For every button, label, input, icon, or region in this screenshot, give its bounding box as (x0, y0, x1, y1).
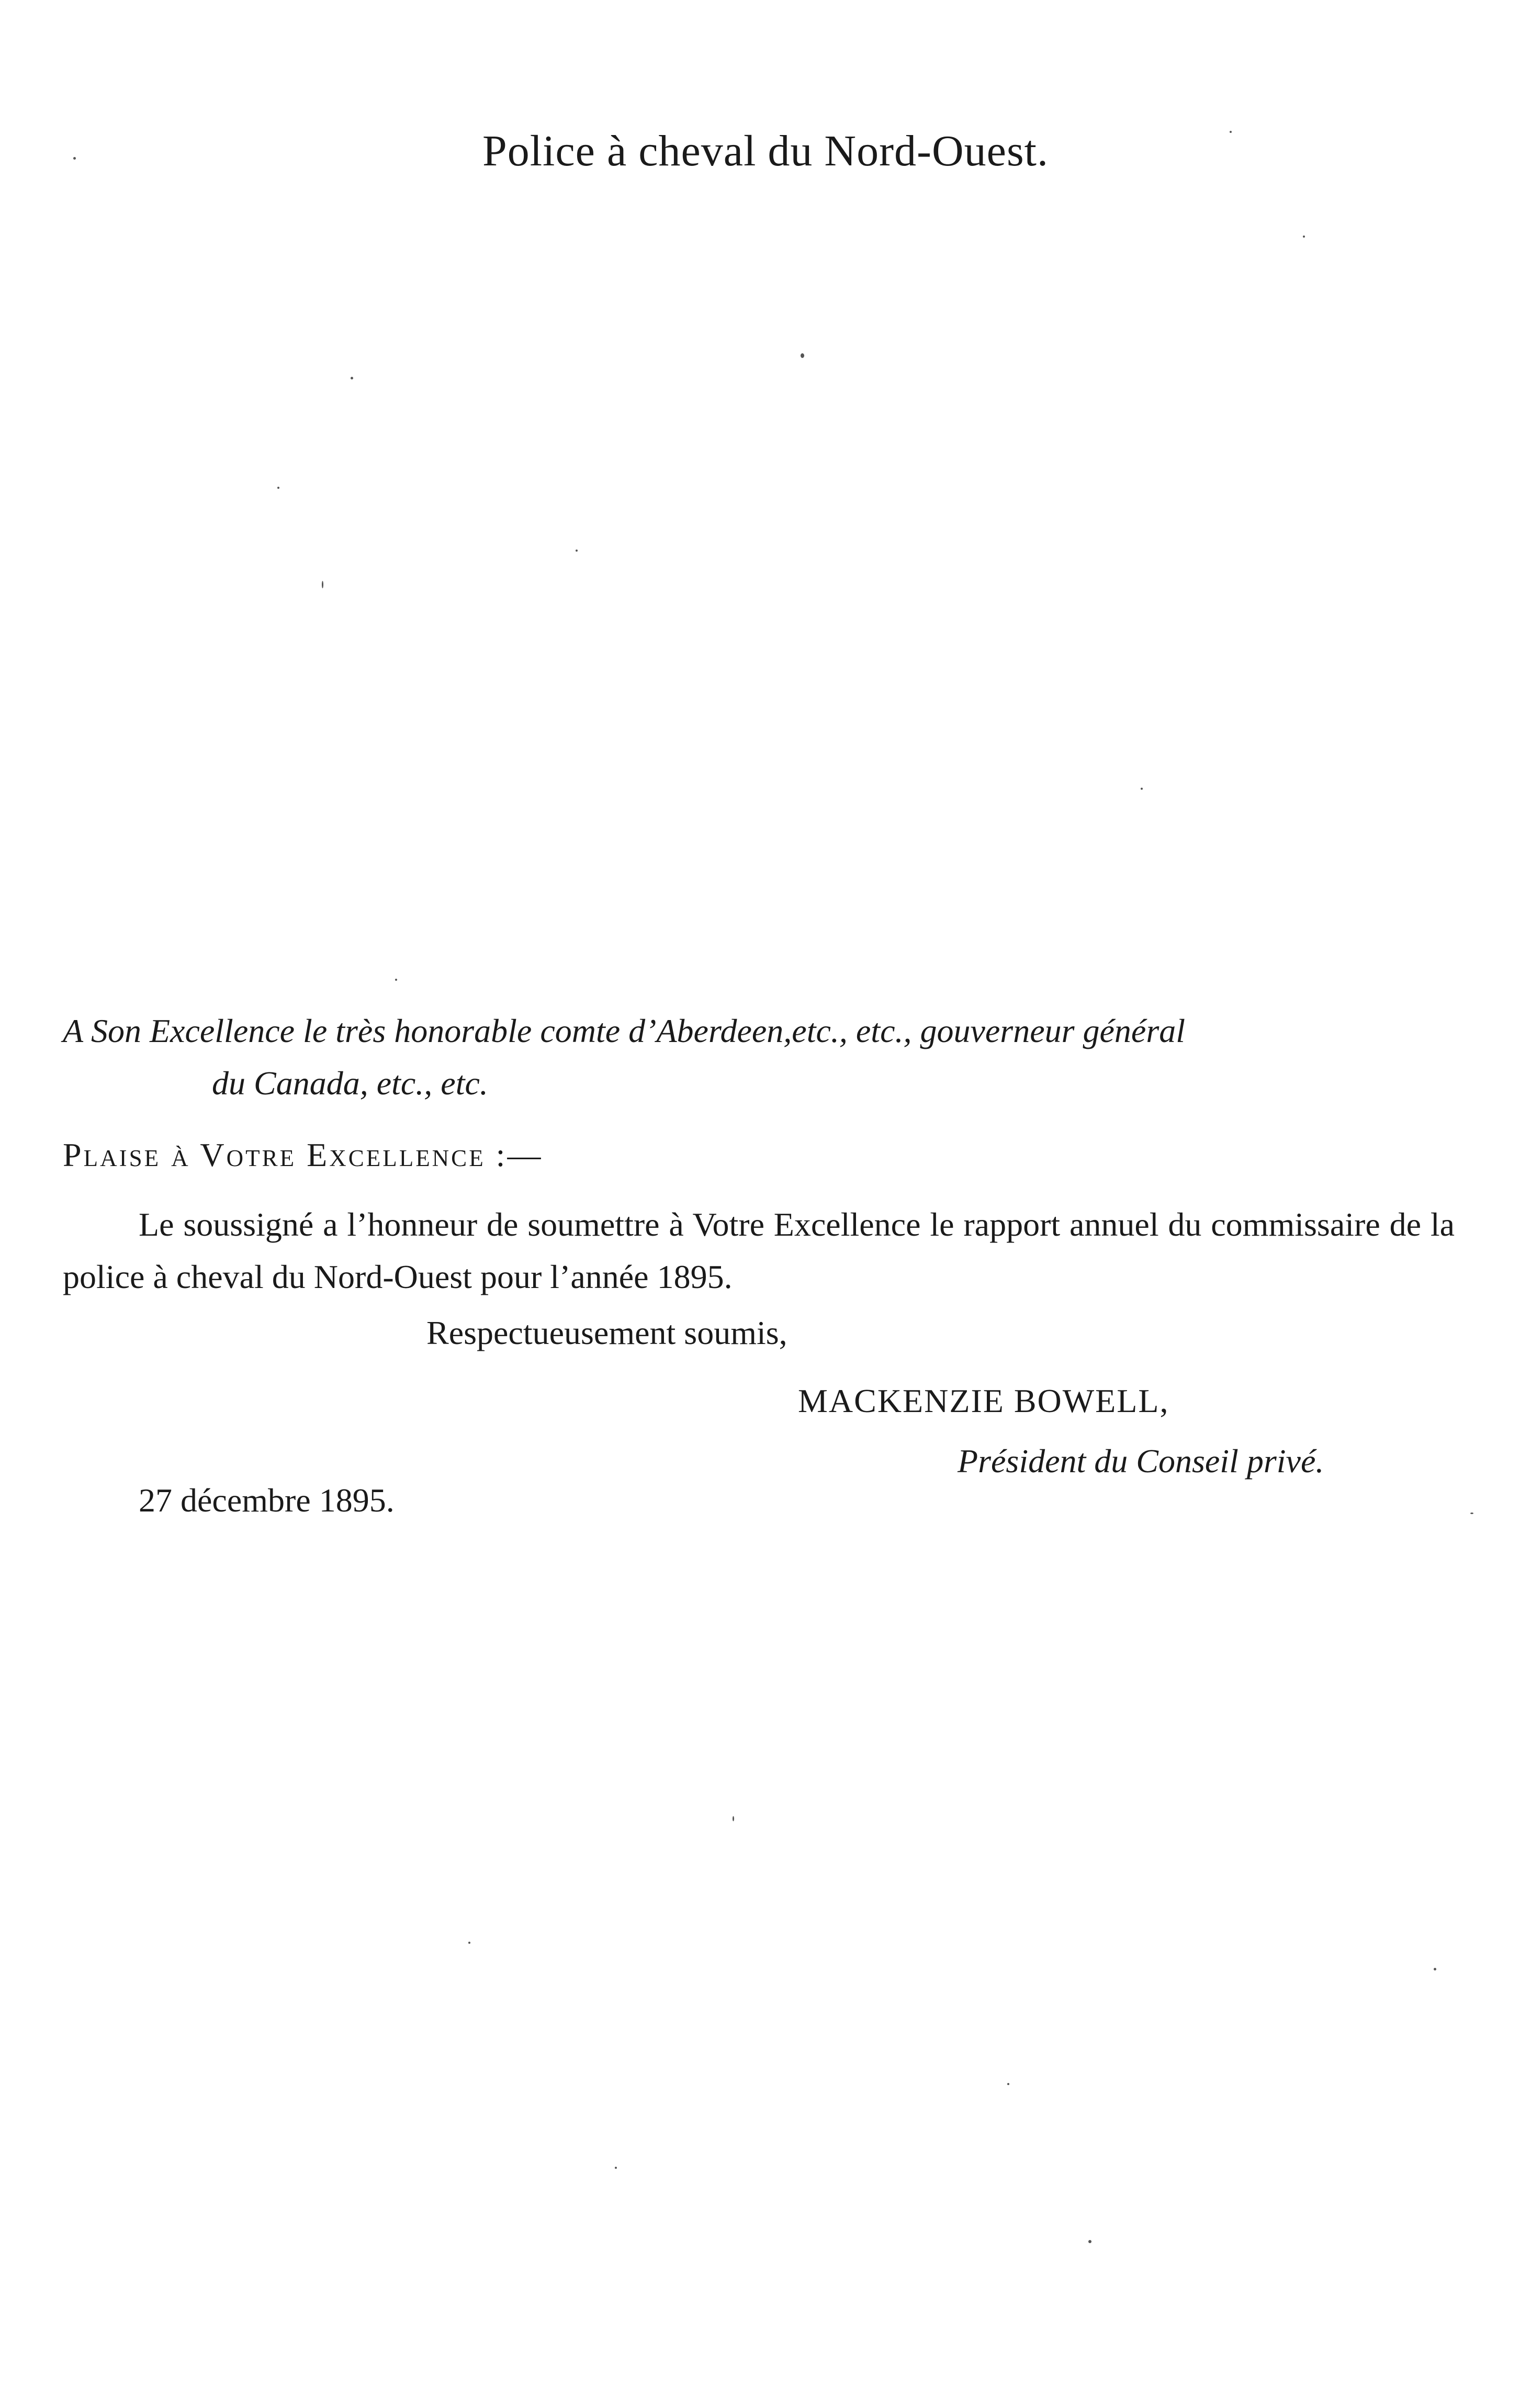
scan-speck (576, 550, 578, 552)
document-date: 27 décembre 1895. (139, 1482, 395, 1519)
address-block (63, 1005, 1476, 1110)
address-line-2: du Canada, etc., etc. (212, 1065, 488, 1102)
scan-speck (322, 581, 323, 588)
scan-speck (1007, 2083, 1009, 2085)
salutation: Plaise à Votre Excellence :— (63, 1136, 543, 1173)
scan-speck (801, 353, 804, 358)
scan-speck (1141, 788, 1143, 790)
scan-speck (395, 979, 397, 981)
body-paragraph: Le soussigné a l’honneur de soumettre à Votre Excellence le rapport annuel du commissaire de la police à cheval du Nord-Ouest pour l’année 1895. (63, 1206, 1455, 1295)
scan-speck (1088, 2240, 1091, 2243)
closing-formula: Respectueusement soumis, (426, 1314, 787, 1351)
scan-speck (1230, 131, 1232, 133)
scan-speck (468, 1942, 470, 1944)
address-line-1: A Son Excellence le très honorable comte d’Aberdeen,etc., etc., gouverneur général (63, 1012, 1185, 1049)
page-title: Police à cheval du Nord-Ouest. (482, 127, 1049, 175)
scan-speck (351, 377, 353, 379)
scan-speck (733, 1816, 734, 1821)
scan-speck (277, 487, 279, 489)
scan-speck (615, 2167, 617, 2169)
scan-speck (1470, 1513, 1473, 1514)
signer-name: MACKENZIE BOWELL, (798, 1382, 1169, 1419)
scan-speck (73, 157, 76, 160)
signer-title: Président du Conseil privé. (958, 1442, 1324, 1480)
scan-speck (1303, 236, 1305, 238)
scan-speck (1434, 1968, 1436, 1970)
